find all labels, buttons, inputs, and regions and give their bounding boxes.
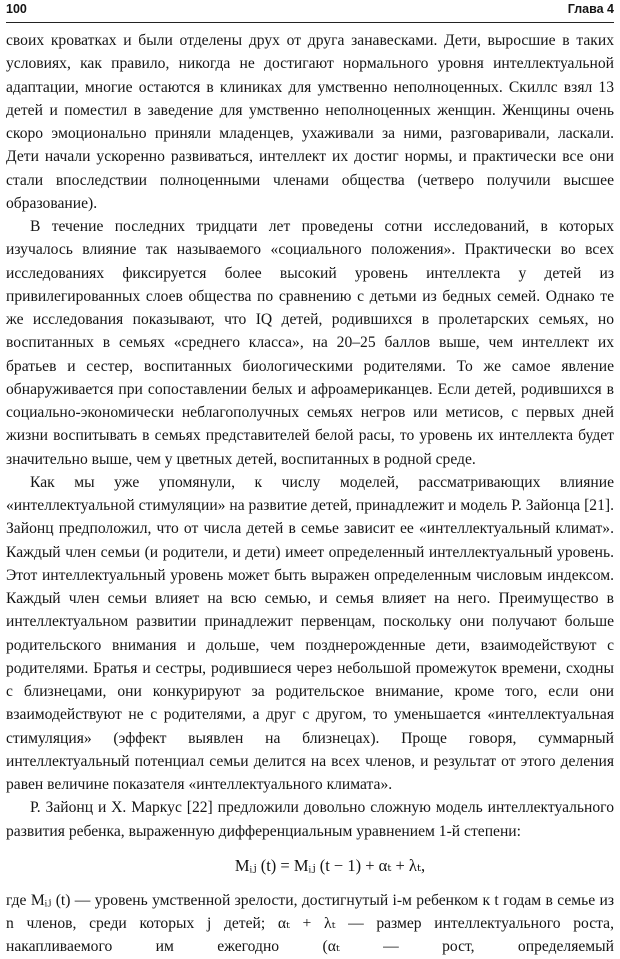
- chapter-title: Глава 4: [567, 2, 614, 16]
- paragraph: своих кроватках и были отделены друх от друга занавесками. Дети, выросшие в таких условиях, как правило, никогда не достигают нормального уровня интеллектуальной адаптации, многие остаются в клиниках для умственно неполноценных. Скиллс взял 13 детей и поместил в заведение для умственно неполноценных женщин. Женщины очень скоро эмоционально приняли младенцев, ухаживали за ними, разговаривали, ласкали. Дети начали ускоренно развиваться, интеллект их достиг нормы, и практически все они стали впоследствии полноценными членами общества (четверо получили высшее образование).: [6, 32, 614, 212]
- page-number: 100: [6, 2, 27, 16]
- page-body: [6, 29, 614, 959]
- paragraph: Р. Зайонц и Х. Маркус [22] предложили довольно сложную модель интеллектуального развития ребенка, выраженную дифференциальным уравнением 1-й степени:: [6, 799, 614, 840]
- equation: Mᵢⱼ (t) = Mᵢⱼ (t − 1) + αₜ + λₜ,: [234, 855, 426, 875]
- paragraph: Как мы уже упомянули, к числу моделей, рассматривающих влияние «интеллектуальной стимуляции» на развитие детей, принадлежит и модель Р. Зайонца [21]. Зайонц предположил, что от числа детей в семье зависит ее «интеллектуальный климат». Каждый член семьи (и родители, и дети) имеет определенный интеллектуальный уровень. Этот интеллектуальный уровень может быть выражен определенным числовым индексом. Каждый член семьи влияет на всю семью, и семья влияет на него. Преимущество в интеллектуальном развитии принадлежит первенцам, поскольку они получают больше родительского внимания и дольше, чем позднерожденные дети, взаимодействуют с родителями. Братья и сестры, родившиеся через небольшой промежуток времени, сходны с близнецами, они конкурируют за родительское внимание, кроме того, если они взаимодействуют не с родителями, а друг с другом, то уменьшается «интеллектуальная стимуляция» (эффект выявлен на близнецах). Проще говоря, суммарный интеллектуальный потенциал семьи делится на всех членов, и результат от этого деления равен величине показателя «интеллектуального климата».: [6, 473, 614, 793]
- page-header: [6, 0, 614, 23]
- paragraph: где Mᵢⱼ (t) — уровень умственной зрелости, достигнутый i-м ребенком к t годам в семье из n членов, среди которых j детей; αₜ + λₜ — размер интеллектуального роста, накапливаемого им ежегодно (αₜ — рост, определяемый: [6, 891, 614, 956]
- paragraph: В течение последних тридцати лет проведены сотни исследований, в которых изучалось влияние так называемого «социального положения». Практически во всех исследованиях фиксируется более высокий уровень интеллекта у детей из привилегированных слоев общества по сравнению с детьми из бедных семей. Однако те же исследования показывают, что IQ детей, родившихся в пролетарских семьях, но воспитанных в семьях «среднего класса», на 20–25 баллов выше, чем интеллект их братьев и сестер, воспитанных биологическими родителями. То же самое явление обнаруживается при сопоставлении белых и афроамериканцев. Если детей, родившихся в социально-экономически неблагополучных семьях негров или метисов, с первых дней жизни воспитывать в семьях представителей белой расы, то уровень их интеллекта будет значительно выше, чем у цветных детей, воспитанных в родной среде.: [6, 218, 614, 468]
